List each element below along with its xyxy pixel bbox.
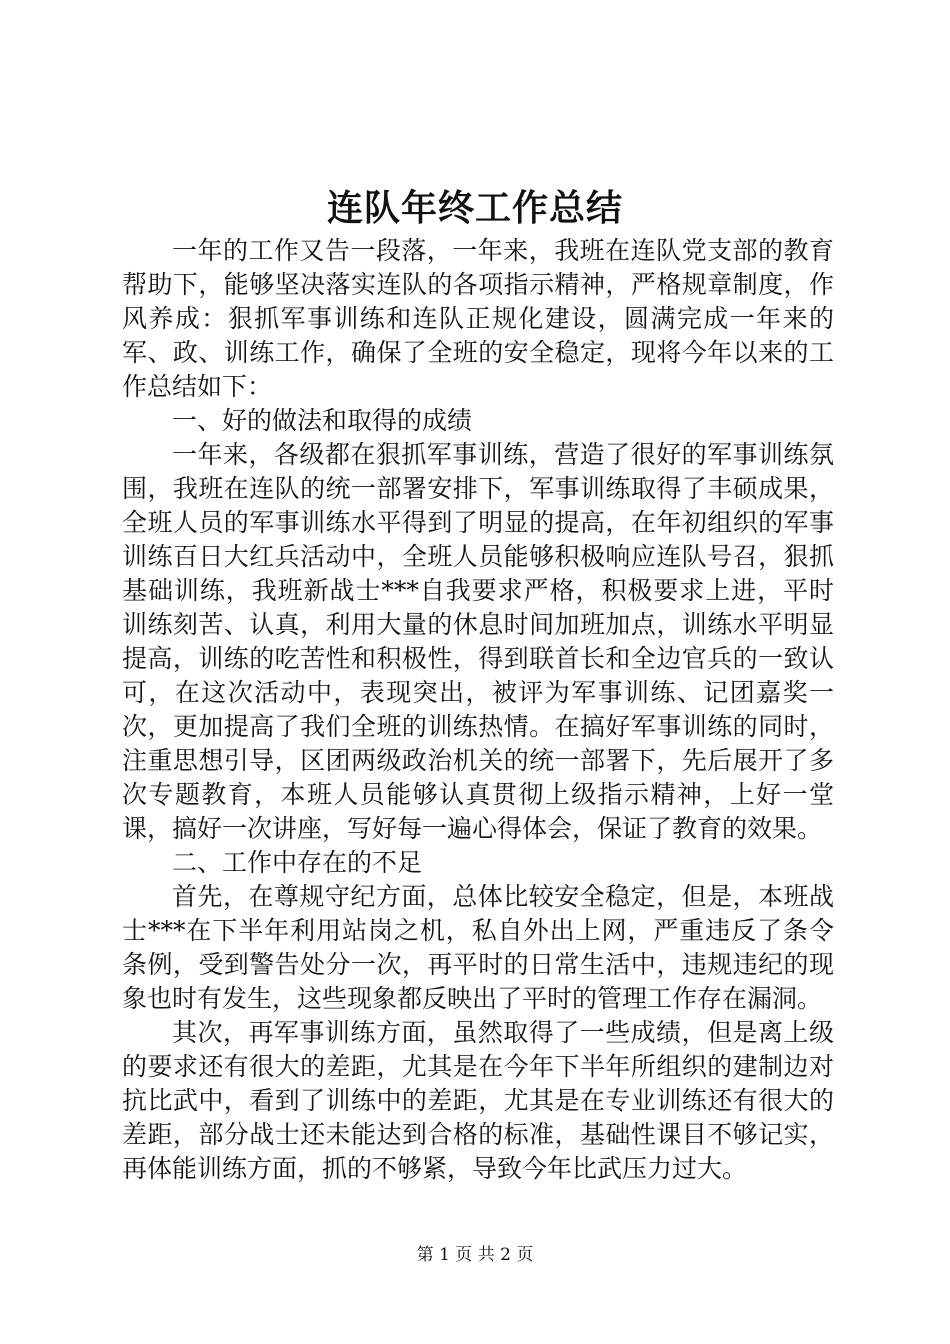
shortcomings-paragraph-training: 其次，再军事训练方面，虽然取得了一些成绩，但是离上级的要求还有很大的差距，尤其是在今年下半年所组织的建制边对抗比武中，看到了训练中的差距，尤其是在专业训练还有很大的差距，部分战士还未能达到合格的标准，基础性课目不够记实，再体能训练方面，抓的不够紧，导致今年比武压力过大。 [122,1018,834,1183]
shortcomings-paragraph-discipline: 首先，在尊规守纪方面，总体比较安全稳定，但是，本班战士***在下半年利用站岗之机，私自外出上网，严重违反了条令条例，受到警告处分一次，再平时的日常生活中，违规违纪的现象也时有发生，这些现象都反映出了平时的管理工作存在漏洞。 [122,882,834,1013]
intro-paragraph: 一年的工作又告一段落，一年来，我班在连队党支部的教育帮助下，能够坚决落实连队的各项指示精神，严格规章制度，作风养成：狠抓军事训练和连队正规化建设，圆满完成一年来的军、政、训练工作，确保了全班的安全稳定，现将今年以来的工作总结如下： [122,236,834,401]
section-heading-achievements: 一、好的做法和取得的成绩 [172,406,473,435]
achievements-paragraph: 一年来，各级都在狠抓军事训练，营造了很好的军事训练氛围，我班在连队的统一部署安排下，军事训练取得了丰硕成果，全班人员的军事训练水平得到了明显的提高，在年初组织的军事训练百日大红兵活动中，全班人员能够积极响应连队号召，狠抓基础训练，我班新战士***自我要求严格，积极要求上进，平时训练刻苦、认真，利用大量的休息时间加班加点，训练水平明显提高，训练的吃苦性和积极性，得到联首长和全边官兵的一致认可，在这次活动中，表现突出，被评为军事训练、记团嘉奖一次，更加提高了我们全班的训练热情。在搞好军事训练的同时，注重思想引导，区团两级政治机关的统一部署下，先后展开了多次专题教育，本班人员能够认真贯彻上级指示精神，上好一堂课，搞好一次讲座，写好每一遍心得体会，保证了教育的效果。 [122,440,834,843]
section-heading-shortcomings: 二、工作中存在的不足 [172,848,423,877]
page-number-footer: 第 1 页 共 2 页 [416,1245,534,1265]
document-body [122,234,834,1186]
document-title: 连队年终工作总结 [326,187,623,229]
